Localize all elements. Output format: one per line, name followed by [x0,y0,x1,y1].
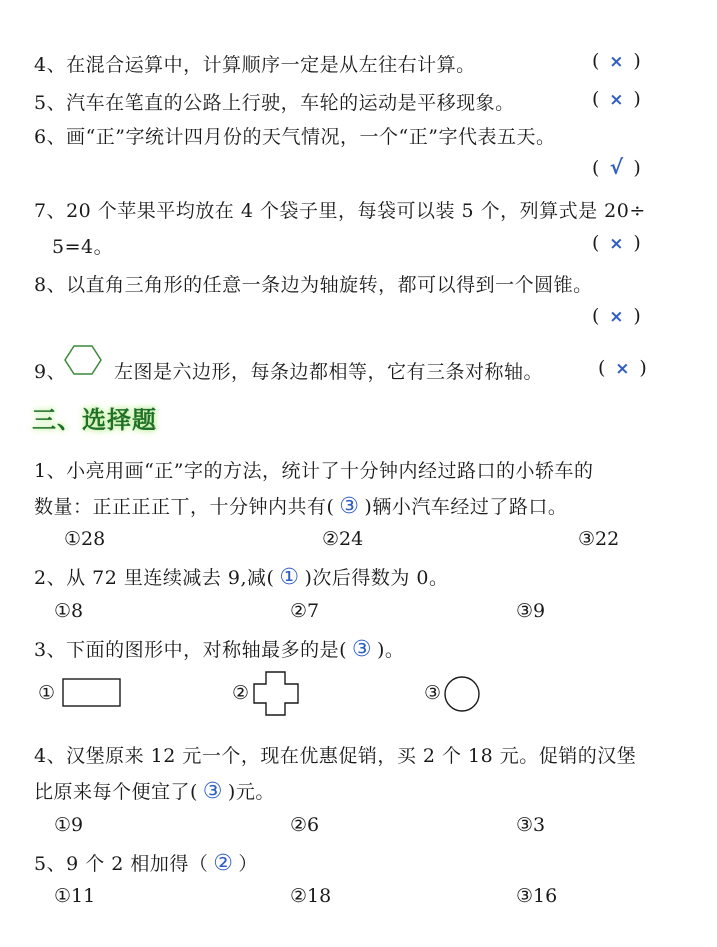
choice-q1-option-3: ③22 [578,528,620,550]
judge-q7-answer: ( × ) [592,232,641,254]
choice-q2: 2、从 72 里连续减去 9,减( ① )次后得数为 0。 [34,565,449,590]
judge-q9-answer: ( × ) [598,357,647,379]
judge-q9: 9、 [34,361,67,383]
choice-q4-option-1: ①9 [54,814,84,836]
judge-q9-text-line [114,357,543,384]
choice-q2-option-2: ②7 [290,600,320,622]
choice-q4-line2: 比原来每个便宜了( ③ )元。 [34,779,275,804]
answer-mark: ③ [339,494,360,519]
choice-q1-line2: 数量：正正正正丅，十分钟内共有( ③ )辆小汽车经过了路口。 [34,494,568,519]
judge-q8 [34,270,593,297]
judge-q6-text: 6、画“正”字统计四月份的天气情况，一个“正”字代表五天。 [34,126,556,148]
check-mark: √ [609,155,624,179]
cross-mark: × [609,52,624,72]
cross-mark: × [609,307,624,327]
judge-q6 [34,122,555,149]
judge-q5-text: 5、汽车在笔直的公路上行驶，车轮的运动是平移现象。 [34,92,515,114]
cross-mark: × [615,359,630,379]
judge-q8-text: 8、以直角三角形的任意一条边为轴旋转，都可以得到一个圆锥。 [34,274,593,296]
circle-figure [442,674,482,714]
choice-q2-option-3: ③9 [516,600,546,622]
judge-q7 [34,196,646,223]
judge-q4-answer: ( × ) [592,50,641,72]
judge-q7-line2: 5=4。 [52,236,114,258]
cross-mark: × [609,90,624,110]
answer-mark: ② [213,851,234,876]
choice-q1: 1、小亮用画“正”字的方法，统计了十分钟内经过路口的小轿车的 [34,460,594,482]
choice-q4-option-2: ②6 [290,814,320,836]
judge-q8-answer: ( × ) [592,305,641,327]
choice-q3: 3、下面的图形中，对称轴最多的是( ③ )。 [34,637,405,662]
judge-q7-text: 7、20 个苹果平均放在 4 个袋子里，每袋可以装 5 个，列算式是 20÷ [34,200,646,222]
answer-mark: ③ [202,779,224,804]
choice-q3-label-2: ② [232,682,250,704]
rectangle-figure [62,677,122,709]
choice-q5: 5、9 个 2 相加得（ ② ） [34,851,258,876]
answer-mark: ① [279,565,300,590]
judge-q4 [34,50,476,77]
answer-mark: ③ [351,637,373,662]
choice-q2-option-1: ①8 [54,600,84,622]
choice-q3-label-1: ① [38,682,56,704]
choice-q4-option-3: ③3 [516,814,546,836]
judge-q6-answer: ( √ ) [592,155,641,179]
judge-q5-answer: ( × ) [592,88,641,110]
cross-mark: × [609,234,624,254]
choice-q5-option-2: ②18 [290,885,332,907]
judge-q4-text: 4、在混合运算中，计算顺序一定是从左往右计算。 [34,54,476,76]
choice-q5-option-1: ①11 [54,885,96,907]
judge-q5 [34,88,515,115]
choice-q3-label-3: ③ [424,682,442,704]
judge-q9-text: 左图是六边形，每条边都相等，它有三条对称轴。 [114,361,544,383]
choice-q4: 4、汉堡原来 12 元一个，现在优惠促销，买 2 个 18 元。促销的汉堡 [34,745,637,767]
cross-shape-figure [252,670,302,718]
section-title: 三、选择题 [32,406,157,434]
choice-q1-option-1: ①28 [64,528,106,550]
hexagon-figure [64,344,102,376]
choice-q1-option-2: ②24 [322,528,364,550]
choice-q5-option-3: ③16 [516,885,558,907]
